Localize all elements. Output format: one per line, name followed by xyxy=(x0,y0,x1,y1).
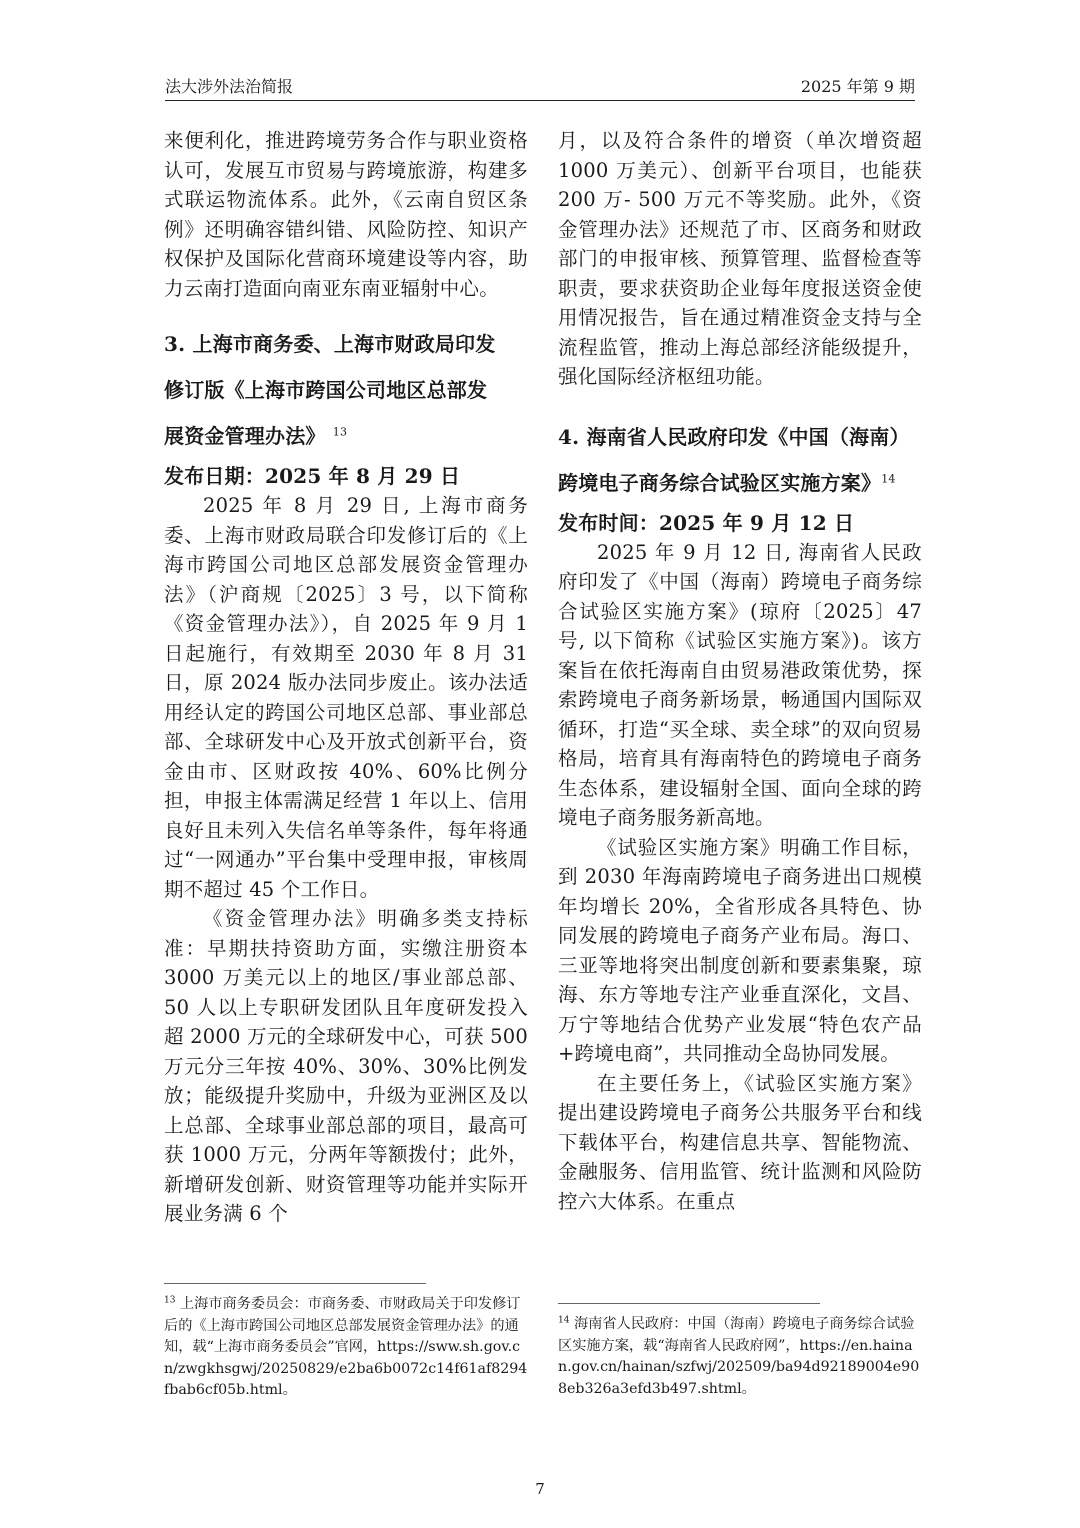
continuation-paragraph: 来便利化，推进跨境劳务合作与职业资格认可，发展互市贸易与跨境旅游，构建多式联运物流体系。此外，《云南自贸区条例》还明确容错纠错、风险防控、知识产权保护及国际化营商环境建设等内容，助力云南打造面向南亚东南亚辐射中心。 xyxy=(164,129,528,300)
heading-text: 跨境电子商务综合试验区实施方案》 xyxy=(558,470,882,495)
heading-line: 修订版《上海市跨国公司地区总部发 xyxy=(164,378,488,402)
continuation-paragraph: 月，以及符合条件的增资（单次增资超 1000 万美元）、创新平台项目，也能获 200 万- 500 万元不等奖励。此外，《资金管理办法》还规范了市、区商务和财政部门的申报审核、预算管理、监督检查等职责，要求获资助企业每年度报送资金使用情况报告，旨在通过精准资金支持与全流程监管，推动上海总部经济能级提升，强化国际经济枢纽功能。 xyxy=(558,129,922,388)
footnote-13 xyxy=(164,1294,528,1402)
body-paragraph: 《试验区实施方案》明确工作目标，到 2030 年海南跨境电子商务进出口规模年均增长 20%，全省形成各具特色、协同发展的跨境电子商务产业布局。海口、三亚等地将突出制度创新和要素集聚，琼海、东方等地专注产业垂直深化，文昌、万宁等地结合优势产业发展“特色农产品+跨境电商”，共同推动全岛协同发展。 xyxy=(558,835,922,1065)
footnote-text: 海南省人民政府：中国（海南）跨境电子商务综合试验区实施方案，载“海南省人民政府网”，https://en.hainan.gov.cn/hainan/szfwj/202509/ba94d92189004e908eb326a3efd3b497.shtml。 xyxy=(558,1316,920,1397)
heading-line xyxy=(164,413,528,459)
body-paragraph: 2025 年 8 月 29 日, 上海市商务委、上海市财政局联合印发修订后的《上海市跨国公司地区总部发展资金管理办法》（沪商规〔2025〕3 号，以下简称《资金管理办法》），自 2025 年 9 月 1 日起施行，有效期至 2030 年 8 月 31 日，原 2024 版办法同步废止。该办法适用经认定的跨国公司地区总部、事业部总部、全球研发中心及开放式创新平台，资金由市、区财政按 40%、60%比例分担，申报主体需满足经营 1 年以上、信用良好且未列入失信名单等条件，每年将通过“一网通办”平台集中受理申报，审核周期不超过 45 个工作日。 xyxy=(164,494,528,901)
footnote-ref-13[interactable]: 13 xyxy=(332,425,348,439)
heading-text: 展资金管理办法》 xyxy=(164,424,326,448)
publication-title: 法大涉外法治简报 xyxy=(165,77,294,96)
footnote-14 xyxy=(558,1314,922,1400)
footnote-divider xyxy=(558,1303,820,1304)
right-column xyxy=(558,126,922,1216)
body-paragraph: 在主要任务上，《试验区实施方案》提出建设跨境电子商务公共服务平台和线下载体平台，构建信息共享、智能物流、金融服务、信用监管、统计监测和风险防控六大体系。在重点 xyxy=(558,1071,922,1213)
heading-line: 4. 海南省人民政府印发《中国（海南） xyxy=(558,424,910,449)
heading-line xyxy=(558,460,922,506)
body-paragraph: 2025 年 9 月 12 日, 海南省人民政府印发了《中国（海南）跨境电子商务综合试验区实施方案》(琼府〔2025〕47 号, 以下简称《试验区实施方案》)。该方案旨在依托海南自由贸易港政策优势，探索跨境电子商务新场景，畅通国内国际双循环，打造“买全球、卖全球”的双向贸易格局，培育具有海南特色的跨境电子商务生态体系，建设辐射全国、面向全球的跨境电子商务服务新高地。 xyxy=(558,540,922,829)
footnote-divider xyxy=(164,1283,426,1284)
page-number: 7 xyxy=(535,1480,545,1498)
page-header xyxy=(165,78,915,101)
section-3-heading xyxy=(164,321,528,459)
footnote-number: 14 xyxy=(558,1315,570,1326)
body-paragraph: 《资金管理办法》明确多类支持标准：早期扶持资助方面，实缴注册资本 3000 万美元以上的地区/事业部总部、50 人以上专职研发团队且年度研发投入超 2000 万元的全球研发中心，可获 500 万元分三年按 40%、30%、30%比例发放；能级提升奖励中，升级为亚洲区及以上总部、全球事业部总部的项目，最高可获 1000 万元，分两年等额拨付；此外，新增研发创新、财资管理等功能并实际开展业务满 6 个 xyxy=(164,907,528,1225)
heading-line: 3. 上海市商务委、上海市财政局印发 xyxy=(164,332,496,356)
release-date: 发布日期：2025 年 8 月 29 日 xyxy=(164,464,461,488)
footnote-text: 上海市商务委员会：市商务委、市财政局关于印发修订后的《上海市跨国公司地区总部发展资金管理办法》的通知，载“上海市商务委员会”官网，https://sww.sh.gov.cn/zwgkhsgwj/20250829/e2ba6b0072c14f61af8294fbab6cf05b.html。 xyxy=(164,1296,528,1398)
left-column xyxy=(164,126,528,1229)
release-date: 发布时间：2025 年 9 月 12 日 xyxy=(558,510,855,535)
issue-number: 2025 年第 9 期 xyxy=(800,77,915,96)
footnote-ref-14[interactable]: 14 xyxy=(881,471,896,485)
section-4-heading xyxy=(558,414,922,506)
footnote-number: 13 xyxy=(164,1295,176,1306)
